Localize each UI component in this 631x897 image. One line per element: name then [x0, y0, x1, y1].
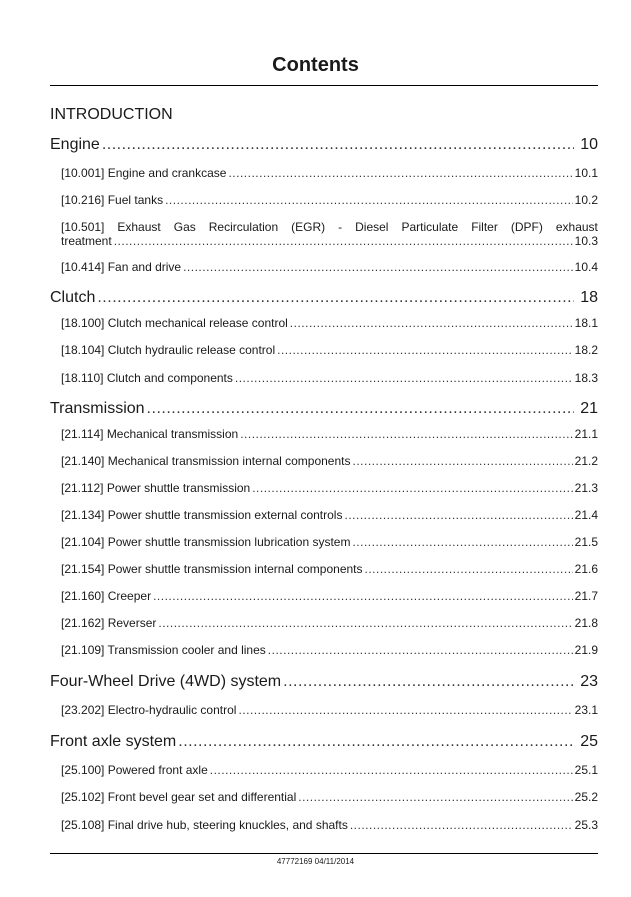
toc-section-21-162[interactable] [61, 616, 598, 632]
dot-leader [277, 343, 573, 357]
section-label: [21.162] Reverser [61, 616, 157, 630]
dot-leader [97, 289, 574, 307]
section-page: 25.3 [574, 818, 598, 832]
toc-section-10-216[interactable] [61, 193, 598, 209]
section-page: 10.1 [574, 166, 598, 180]
section-label: [18.104] Clutch hydraulic release control [61, 343, 276, 357]
section-label: [10.001] Engine and crankcase [61, 166, 227, 180]
dot-leader [290, 316, 573, 330]
section-page: 18.3 [574, 371, 598, 385]
section-label: [21.154] Power shuttle transmission internal components [61, 562, 363, 576]
bottom-divider [50, 853, 598, 854]
chapter-page: 21 [580, 400, 598, 417]
dot-leader [240, 427, 572, 441]
chapter-page: 25 [580, 733, 598, 750]
word: Gas [173, 220, 196, 234]
dot-leader [153, 589, 573, 603]
section-label: [21.114] Mechanical transmission [61, 427, 239, 441]
word: Diesel [355, 220, 389, 234]
dot-leader [165, 193, 573, 207]
section-page: 21.4 [574, 508, 598, 522]
page-title: Contents [272, 54, 359, 76]
section-label-line2 [61, 234, 598, 248]
dot-leader [114, 234, 573, 248]
toc-section-21-140[interactable] [61, 454, 598, 470]
word: exhaust [555, 220, 598, 234]
toc-section-18-104[interactable] [61, 343, 598, 359]
word: (DPF) [510, 220, 543, 234]
chapter-label: Front axle system [50, 733, 177, 750]
word: - [338, 220, 343, 234]
dot-leader [183, 260, 573, 274]
section-page: 25.1 [574, 763, 598, 777]
section-page: 21.1 [574, 427, 598, 441]
section-page: 21.3 [574, 481, 598, 495]
section-page: 21.2 [574, 454, 598, 468]
toc-section-10-414[interactable] [61, 260, 598, 276]
dot-leader [353, 454, 573, 468]
chapter-page: 18 [580, 289, 598, 306]
word: [10.501] [61, 220, 105, 234]
section-label: [21.104] Power shuttle transmission lubrication system [61, 535, 351, 549]
toc-section-25-100[interactable] [61, 763, 598, 779]
chapter-page: 10 [580, 136, 598, 153]
toc-section-10-001[interactable] [61, 166, 598, 182]
footer-doc-id: 47772169 04/11/2014 [276, 857, 355, 866]
toc-chapter-4wd[interactable] [50, 673, 598, 693]
toc-section-18-100[interactable] [61, 316, 598, 332]
dot-leader [178, 733, 574, 751]
section-label: [18.100] Clutch mechanical release control [61, 316, 288, 330]
word: (EGR) [291, 220, 326, 234]
dot-leader [238, 703, 572, 717]
chapter-label: Four-Wheel Drive (4WD) system [50, 673, 282, 690]
section-label: [21.109] Transmission cooler and lines [61, 643, 266, 657]
dot-leader [252, 481, 572, 495]
section-label: [18.110] Clutch and components [61, 371, 233, 385]
section-label: [21.134] Power shuttle transmission external controls [61, 508, 343, 522]
section-page: 18.1 [574, 316, 598, 330]
section-page: 21.7 [574, 589, 598, 603]
dot-leader [235, 371, 573, 385]
section-page: 21.8 [574, 616, 598, 630]
toc-introduction[interactable]: INTRODUCTION [50, 106, 173, 123]
dot-leader [350, 818, 573, 832]
section-label: [25.102] Front bevel gear set and differential [61, 790, 297, 804]
section-page: 10.2 [574, 193, 598, 207]
section-page: 23.1 [574, 703, 598, 717]
toc-section-25-102[interactable] [61, 790, 598, 806]
toc-section-21-109[interactable] [61, 643, 598, 659]
toc-chapter-clutch[interactable] [50, 289, 598, 309]
section-page: 18.2 [574, 343, 598, 357]
section-page: 21.9 [574, 643, 598, 657]
dot-leader [268, 643, 573, 657]
dot-leader [210, 763, 573, 777]
dot-leader [228, 166, 572, 180]
dot-leader [283, 673, 574, 691]
toc-section-25-108[interactable] [61, 818, 598, 834]
section-label: [25.108] Final drive hub, steering knuckles, and shafts [61, 818, 348, 832]
section-label: [21.160] Creeper [61, 589, 152, 603]
toc-section-21-112[interactable] [61, 481, 598, 497]
word: Exhaust [117, 220, 161, 234]
section-page: 10.4 [574, 260, 598, 274]
word: Particulate [401, 220, 459, 234]
section-page: 21.5 [574, 535, 598, 549]
top-divider [50, 85, 598, 86]
dot-leader [147, 400, 575, 418]
chapter-label: Clutch [50, 289, 96, 306]
toc-chapter-front-axle[interactable] [50, 733, 598, 753]
toc-section-18-110[interactable] [61, 371, 598, 387]
section-label-line1 [61, 220, 598, 234]
toc-section-21-114[interactable] [61, 427, 598, 443]
section-label: [25.100] Powered front axle [61, 763, 208, 777]
dot-leader [298, 790, 572, 804]
section-page: 25.2 [574, 790, 598, 804]
section-page: 21.6 [574, 562, 598, 576]
section-label: [10.216] Fuel tanks [61, 193, 164, 207]
toc-chapter-engine[interactable] [50, 136, 598, 156]
word: Recirculation [208, 220, 279, 234]
section-label: [21.140] Mechanical transmission internal components [61, 454, 351, 468]
section-label: [10.414] Fan and drive [61, 260, 182, 274]
toc-section-10-501[interactable] [61, 220, 598, 248]
dot-leader [365, 562, 573, 576]
chapter-label: Transmission [50, 400, 145, 417]
dot-leader [158, 616, 572, 630]
toc-section-21-154[interactable] [61, 562, 598, 578]
toc-section-23-202[interactable] [61, 703, 598, 719]
section-label: treatment [61, 234, 112, 248]
dot-leader [344, 508, 572, 522]
section-label: [23.202] Electro-hydraulic control [61, 703, 237, 717]
section-label: [21.112] Power shuttle transmission [61, 481, 251, 495]
toc-section-21-160[interactable] [61, 589, 598, 605]
dot-leader [102, 136, 574, 154]
toc-section-21-104[interactable] [61, 535, 598, 551]
dot-leader [352, 535, 572, 549]
toc-chapter-transmission[interactable] [50, 400, 598, 420]
chapter-label: Engine [50, 136, 100, 153]
word: Filter [471, 220, 498, 234]
section-page: 10.3 [574, 234, 598, 248]
chapter-page: 23 [580, 673, 598, 690]
toc-section-21-134[interactable] [61, 508, 598, 524]
